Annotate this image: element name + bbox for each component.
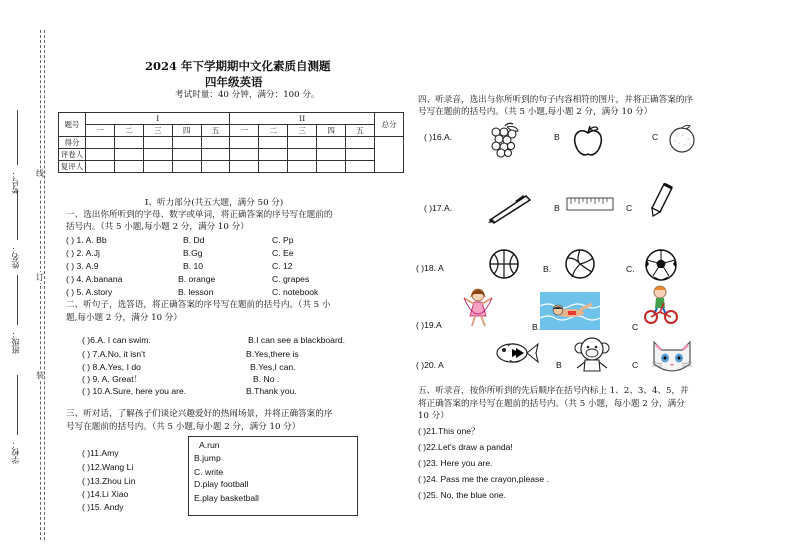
score-cell[interactable] bbox=[259, 149, 288, 161]
q4-option-b: B. bbox=[532, 322, 541, 332]
name-line bbox=[17, 190, 18, 240]
q3-option-b: B.jump bbox=[194, 453, 221, 463]
monkey-picture bbox=[572, 334, 612, 374]
ii-col: 一 bbox=[230, 125, 259, 137]
part1-heading: Ⅰ、听力部分(共五大题，满分 50 分) bbox=[145, 198, 284, 208]
q1-instruction: 一、选出你所听到的字母、数字或单词，将正确答案的序号写在题前的 bbox=[66, 210, 333, 220]
volleyball-picture bbox=[564, 248, 596, 280]
boy-cycling-picture bbox=[644, 284, 678, 326]
score-cell[interactable] bbox=[114, 137, 143, 149]
score-cell[interactable] bbox=[288, 137, 317, 149]
cat-picture bbox=[648, 334, 696, 380]
score-table bbox=[58, 112, 404, 173]
q3-option-a: A.run bbox=[199, 440, 220, 450]
time-note: 考试时量：40 分钟，满分：100 分。 bbox=[175, 90, 320, 100]
page-title: 2024 年下学期期中文化素质自测题 bbox=[145, 59, 331, 73]
score-cell[interactable] bbox=[172, 149, 201, 161]
ii-col: 四 bbox=[317, 125, 346, 137]
q4-option-c: C bbox=[632, 360, 639, 370]
total-cell[interactable] bbox=[375, 137, 404, 173]
basketball-picture bbox=[488, 248, 520, 280]
q5-item-24[interactable]: ( )24. Pass me the crayon,please . bbox=[418, 474, 549, 484]
class-line bbox=[17, 275, 18, 325]
score-cell[interactable] bbox=[201, 137, 230, 149]
score-cell[interactable] bbox=[317, 161, 346, 173]
binding-line bbox=[40, 30, 41, 540]
football-picture bbox=[644, 248, 678, 282]
section-i-header: I bbox=[86, 113, 230, 125]
orange-picture bbox=[666, 122, 698, 154]
q5-item-21[interactable]: ( )21.This one？ bbox=[418, 426, 480, 436]
q2-option-b: B.Yes,there is bbox=[246, 349, 299, 359]
q1-option-b: B. 10 bbox=[183, 261, 204, 271]
score-cell[interactable] bbox=[86, 149, 115, 161]
q2-item-7[interactable]: ( ) 7.A.No, it isn't bbox=[82, 349, 146, 359]
score-cell[interactable] bbox=[143, 149, 172, 161]
ii-col: 五 bbox=[346, 125, 375, 137]
q3-item-14[interactable]: ( )14.Li Xiao bbox=[82, 489, 129, 499]
q3-instruction-2: 号写在题前的括号内。（共 5 小题,每小题 2 分，满分 10 分） bbox=[66, 422, 301, 432]
q2-item-8[interactable]: ( ) 8.A.Yes, I do bbox=[82, 362, 141, 372]
ruler-picture bbox=[566, 196, 614, 212]
q4-option-c: C. bbox=[626, 264, 635, 274]
q3-option-e: E.play basketball bbox=[194, 493, 259, 503]
score-cell[interactable] bbox=[114, 149, 143, 161]
q1-option-c: C. Ee bbox=[272, 248, 294, 258]
q2-option-b: B.I can see a blackboard. bbox=[248, 335, 345, 345]
q1-option-c: C. grapes bbox=[272, 274, 310, 284]
apple-picture bbox=[572, 124, 604, 158]
boy-swimming-picture bbox=[540, 292, 600, 330]
page-subtitle: 四年级英语 bbox=[205, 75, 263, 89]
q4-item-17[interactable]: ( )17.A. bbox=[424, 203, 453, 213]
q4-option-c: C bbox=[632, 322, 639, 332]
score-cell[interactable] bbox=[86, 137, 115, 149]
exam-number-line bbox=[17, 110, 18, 165]
section-ii-header: II bbox=[230, 113, 375, 125]
q5-item-22[interactable]: ( )22.Let's draw a panda! bbox=[418, 442, 513, 452]
score-cell[interactable] bbox=[346, 137, 375, 149]
i-col: 三 bbox=[143, 125, 172, 137]
q4-instruction-2: 号写在题前的括号内。（共 5 小题,每小题 2 分，满分 10 分） bbox=[418, 107, 653, 117]
q3-item-13[interactable]: ( )13.Zhou Lin bbox=[82, 476, 136, 486]
q3-option-d: D.play football bbox=[194, 479, 249, 489]
i-col: 一 bbox=[86, 125, 115, 137]
score-cell[interactable] bbox=[288, 161, 317, 173]
q4-option-c: C bbox=[652, 132, 659, 142]
school-label: 学校： bbox=[11, 440, 20, 464]
row-label: 得分 bbox=[59, 137, 86, 149]
q4-option-c: C bbox=[626, 203, 633, 213]
q4-option-b: B bbox=[556, 360, 562, 370]
q1-option-c: C. Pp bbox=[272, 235, 294, 245]
q2-instruction-2: 题,每小题 2 分，满分 10 分） bbox=[66, 313, 182, 323]
binding-line-inner bbox=[44, 30, 45, 540]
q4-item-20[interactable]: ( )20. A bbox=[416, 360, 444, 370]
score-cell[interactable] bbox=[201, 149, 230, 161]
score-cell[interactable] bbox=[114, 161, 143, 173]
score-cell[interactable] bbox=[230, 137, 259, 149]
class-label: 班级： bbox=[11, 330, 20, 354]
q1-item-3[interactable]: ( ) 3. A.9 bbox=[66, 261, 99, 271]
q1-item-1[interactable]: ( ) 1. A. Bb bbox=[66, 235, 107, 245]
i-col: 四 bbox=[172, 125, 201, 137]
q5-instruction-3: 10 分） bbox=[418, 411, 449, 421]
pen-picture bbox=[486, 190, 532, 224]
q5-instruction: 五、听录音，按你所听到的先后顺序在括号内标上 1、2、3、4、5，并 bbox=[418, 386, 689, 396]
q4-item-19[interactable]: ( )19.A bbox=[416, 320, 442, 330]
girl-jumping-picture bbox=[460, 286, 496, 328]
q1-option-c: C. notebook bbox=[272, 287, 319, 297]
i-col: 五 bbox=[201, 125, 230, 137]
score-cell[interactable] bbox=[172, 161, 201, 173]
exam-number-label: 考号： bbox=[11, 170, 20, 194]
q4-item-16[interactable]: ( )16.A. bbox=[424, 132, 453, 142]
q4-item-18[interactable]: ( )18. A bbox=[416, 263, 444, 273]
ii-col: 二 bbox=[259, 125, 288, 137]
q4-option-b: B. bbox=[543, 264, 552, 274]
grapes-picture bbox=[488, 122, 522, 160]
q1-option-b: B. Dd bbox=[183, 235, 205, 245]
row-label: 评卷人 bbox=[59, 149, 86, 161]
score-cell[interactable] bbox=[317, 149, 346, 161]
score-cell[interactable] bbox=[230, 161, 259, 173]
q1-item-5[interactable]: ( ) 5. A.story bbox=[66, 287, 113, 297]
q3-instruction: 三、听对话，了解孩子们谈论兴趣爱好的热闹场景，并将正确答案的序 bbox=[66, 409, 333, 419]
binding-mark-line: 线 bbox=[36, 169, 44, 178]
row-label: 复评人 bbox=[59, 161, 86, 173]
score-cell[interactable] bbox=[346, 149, 375, 161]
fish-picture bbox=[494, 340, 540, 366]
q2-option-b: B.Yes,I can. bbox=[250, 362, 296, 372]
q4-instruction: 四、听录音，选出与你所听到的句子内容相符的图片，并将正确答案的序 bbox=[418, 95, 694, 105]
score-cell[interactable] bbox=[201, 161, 230, 173]
q2-item-6[interactable]: ( )6.A. I can swim. bbox=[82, 335, 151, 345]
q5-instruction-2: 将正确答案的序号写在题前的括号内。（共 5 小题，每小题 2 分，满分 bbox=[418, 399, 685, 409]
q2-item-10[interactable]: ( ) 10.A.Sure, here you are. bbox=[82, 386, 187, 396]
score-cell[interactable] bbox=[86, 161, 115, 173]
q4-option-b: B bbox=[554, 203, 560, 213]
q2-item-9[interactable]: ( ) 9. A. Great！ bbox=[82, 374, 143, 384]
score-col-label: 题号 bbox=[59, 113, 86, 137]
q3-item-12[interactable]: ( )12.Wang Li bbox=[82, 462, 134, 472]
binding-mark-bind: 装 bbox=[36, 371, 44, 380]
q1-option-b: B. lesson bbox=[178, 287, 214, 297]
q2-option-b: B.Thank you. bbox=[246, 386, 297, 396]
pencil-picture bbox=[650, 182, 674, 218]
score-cell[interactable] bbox=[172, 137, 201, 149]
q3-item-11[interactable]: ( )11.Amy bbox=[82, 448, 119, 458]
q3-item-15[interactable]: ( )15. Andy bbox=[82, 502, 124, 512]
i-col: 二 bbox=[114, 125, 143, 137]
q4-option-b: B bbox=[554, 132, 560, 142]
q1-option-b: B.Gg bbox=[183, 248, 203, 258]
total-header: 总分 bbox=[375, 113, 404, 137]
score-cell[interactable] bbox=[317, 137, 346, 149]
score-cell[interactable] bbox=[230, 149, 259, 161]
score-cell[interactable] bbox=[143, 137, 172, 149]
q3-option-c: C. write bbox=[194, 467, 224, 477]
q2-instruction: 二、听句子，选答语，将正确答案的序号写在题前的括号内。（共 5 小 bbox=[66, 300, 331, 310]
q1-instruction-2: 括号内。（共 5 小题,每小题 2 分，满分 10 分） bbox=[66, 222, 249, 232]
ii-col: 三 bbox=[288, 125, 317, 137]
q2-option-b: B. No . bbox=[253, 374, 280, 384]
score-cell[interactable] bbox=[288, 149, 317, 161]
q5-item-23[interactable]: ( )23. Here you are. bbox=[418, 458, 493, 468]
score-cell[interactable] bbox=[143, 161, 172, 173]
q5-item-25[interactable]: ( )25. No, the blue one. bbox=[418, 490, 506, 500]
school-line bbox=[17, 375, 18, 435]
q3-options-box bbox=[188, 436, 358, 516]
name-label: 姓名： bbox=[11, 245, 20, 269]
score-cell[interactable] bbox=[346, 161, 375, 173]
q1-item-2[interactable]: ( ) 2. A.Jj bbox=[66, 248, 100, 258]
q1-option-b: B. orange bbox=[178, 274, 216, 284]
binding-mark-order: 订 bbox=[36, 273, 44, 282]
q1-item-4[interactable]: ( ) 4. A.banana bbox=[66, 274, 123, 284]
score-cell[interactable] bbox=[259, 161, 288, 173]
score-cell[interactable] bbox=[259, 137, 288, 149]
q1-option-c: C. 12 bbox=[272, 261, 293, 271]
